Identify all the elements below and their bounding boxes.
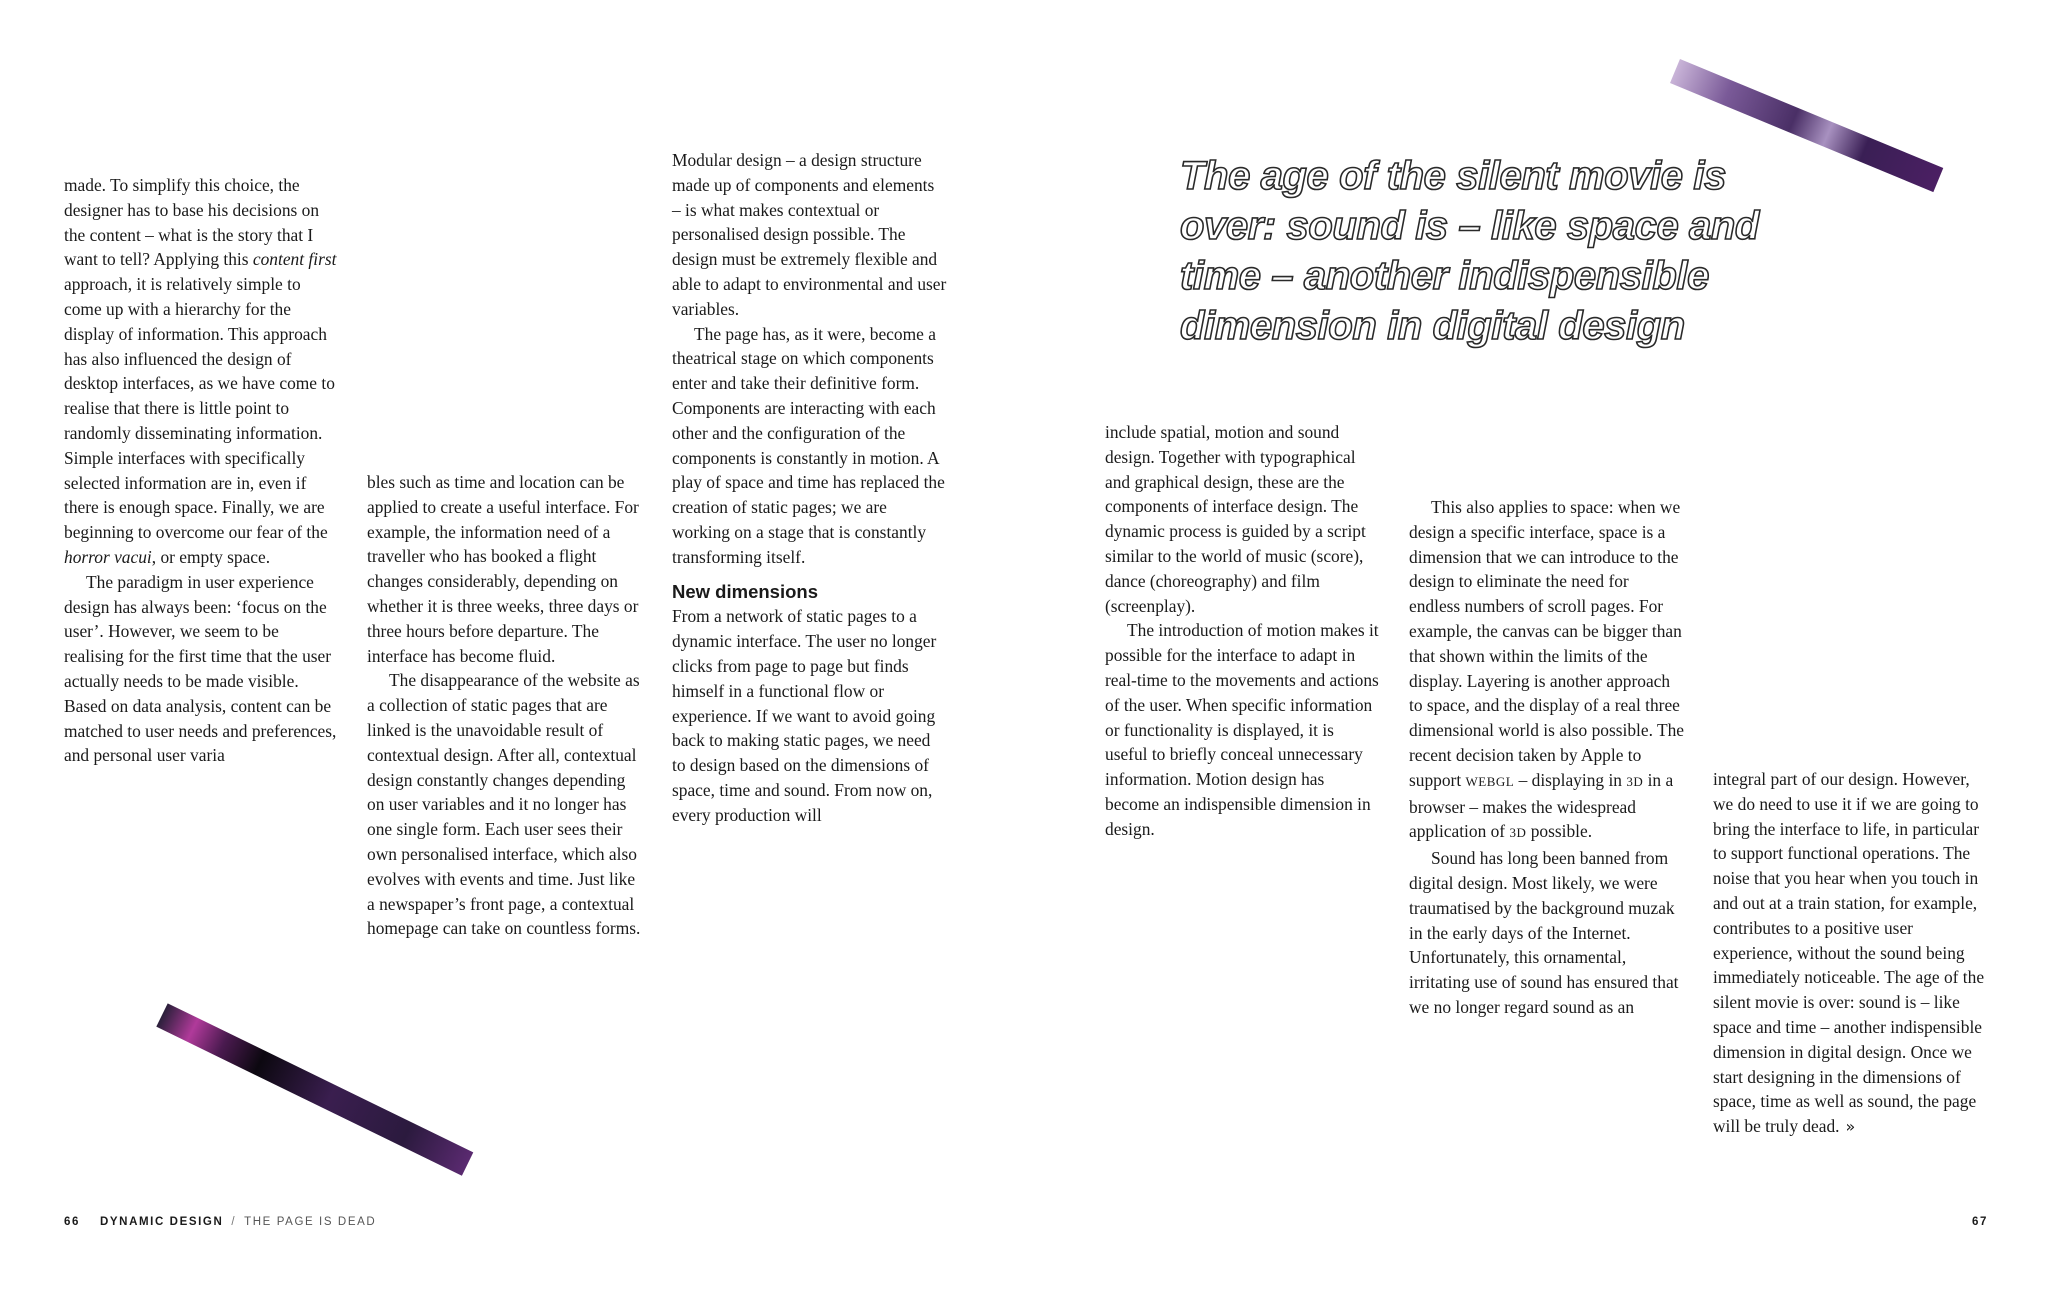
text-run: made. To simplify this choice, the designer has to base his decisions on the content – what is the story that I want to tell? Applying this: [64, 175, 320, 270]
footer-left: [64, 1216, 376, 1228]
paragraph: [64, 173, 339, 570]
pull-quote: [1180, 151, 1860, 351]
text-run: approach, it is relatively simple to come up with a hierarchy for the display of information. This approach has also influenced the design of desktop interfaces, as we have come to realise that there is little point to randomly disseminating information. Simple interfaces with specifically selected information are in, even if there is enough space. Finally, we are beginning to overcome our fear of the: [64, 274, 335, 543]
text-column-3: [672, 148, 947, 828]
paragraph: [1409, 495, 1684, 846]
pull-quote-line: dimension in digital design: [1180, 304, 1685, 348]
paragraph: The introduction of motion makes it possible for the interface to adapt in real-time to the movements and actions of the user. When specific information or functionality is displayed, it is useful to briefly conceal unnecessary information. Motion design has become an indispensible dimension in design.: [1105, 620, 1379, 839]
paragraph: The paradigm in user experience design has always been: ‘focus on the user’. However, we seem to be realising for the first time that the user actually needs to be made visible. Based on data analysis, content can be matched to user needs and preferences, and personal user varia: [64, 571, 337, 766]
page-number: 66: [64, 1216, 80, 1228]
small-caps: WEBGL: [1465, 773, 1515, 789]
paragraph: include spatial, motion and sound design. Together with typographical and graphical design, these are the components of interface design. The dynamic process is guided by a script similar to the world of music (score), dance (choreography) and film (screenplay).: [1105, 422, 1366, 616]
chapter-title: THE PAGE IS DEAD: [244, 1216, 377, 1228]
pull-quote-line: The age of the silent movie is: [1180, 154, 1726, 198]
footer-right: [1972, 1216, 1988, 1228]
decorative-stripe-bottom-left: [156, 1003, 473, 1175]
text-column-6: [1713, 767, 1988, 1140]
end-mark-icon: »: [1845, 1117, 1856, 1137]
pull-quote-line: over: sound is – like space and: [1180, 204, 1759, 248]
text-run: This also applies to space: when we design a specific interface, space is a dimension that we can introduce to the design to eliminate the need for endless numbers of scroll pages. For example, the canvas can be bigger than that shown within the limits of the display. Layering is another approach to space, and the display of a real three dimensional world is also possible. The recent decision taken by Apple to support: [1409, 497, 1685, 790]
paragraph: Modular design – a design structure made up of components and elements – is what makes contextual or personalised design possible. The design must be extremely flexible and able to adapt to environmental and user variables.: [672, 150, 947, 319]
paragraph: [1713, 767, 1988, 1140]
small-caps: 3D: [1509, 825, 1527, 841]
small-caps: 3D: [1626, 773, 1644, 789]
separator: /: [231, 1216, 237, 1228]
text-run: possible.: [1526, 821, 1593, 842]
emphasis: horror vacui: [64, 546, 152, 567]
paragraph: Sound has long been banned from digital design. Most likely, we were traumatised by the background muzak in the early days of the Internet. Unfortunately, this ornamental, irritating use of sound has ensured that we no longer regard sound as an: [1409, 848, 1679, 1017]
section-title: DYNAMIC DESIGN: [100, 1216, 224, 1228]
text-run: – displaying in: [1514, 769, 1627, 790]
text-run: in a browser – makes the widespread application of: [1409, 769, 1674, 842]
text-column-5: [1409, 495, 1684, 1020]
text-column-4: [1105, 420, 1380, 842]
text-column-1: [64, 173, 339, 768]
text-column-2: [367, 470, 642, 941]
paragraph: From a network of static pages to a dynamic interface. The user no longer clicks from page to page but finds himself in a functional flow or experience. If we want to avoid going back to making static pages, we need to design based on the dimensions of space, time and sound. From now on, every production will: [672, 606, 937, 825]
section-heading: New dimensions: [672, 580, 818, 602]
paragraph: The page has, as it were, become a theatrical stage on which components enter and take their definitive form. Components are interacting with each other and the configuration of the components is constantly in motion. A play of space and time has replaced the creation of static pages; we are working on a stage that is constantly transforming itself.: [672, 323, 945, 567]
paragraph: bles such as time and location can be applied to create a useful interface. For example, the information need of a traveller who has booked a flight changes considerably, depending on whether it is three weeks, three days or three hours before departure. The interface has become fluid.: [367, 472, 639, 666]
pull-quote-line: time – another indispensible: [1180, 254, 1709, 298]
text-run: , or empty space.: [151, 546, 271, 567]
emphasis: content first: [252, 249, 337, 270]
text-run: integral part of our design. However, we do need to use it if we are going to bring the interface to life, in particular to support functional operations. The noise that you hear when you touch in and out at a train station, for example, contributes to a positive user experience, without the sound being immediately noticeable. The age of the silent movie is over: sound is – like space and time – another indispensible dimension in digital design. Once we start designing in the dimensions of space, time as well as sound, the page will be truly dead.: [1713, 769, 1985, 1137]
page-number: 67: [1972, 1216, 1988, 1228]
paragraph: The disappearance of the website as a collection of static pages that are linked is the unavoidable result of contextual design. After all, contextual design constantly changes depending on user variables and it no longer has one single form. Each user sees their own personalised interface, which also evolves with events and time. Just like a newspaper’s front page, a contextual homepage can take on countless forms.: [367, 670, 641, 939]
